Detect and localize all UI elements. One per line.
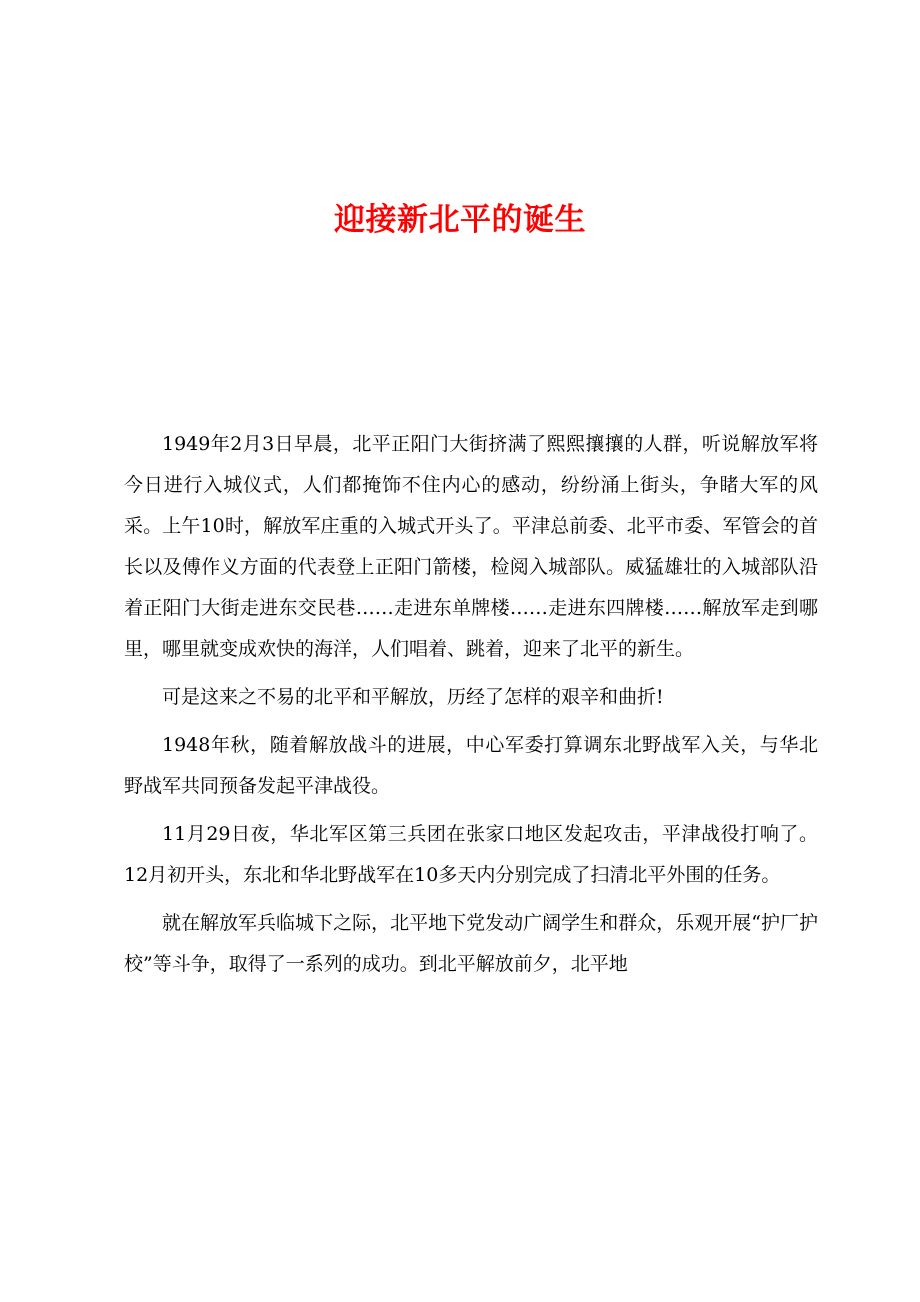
document-body	[124, 424, 818, 992]
document-title: 迎接新北平的诞生	[334, 202, 586, 238]
paragraph-3: 1948年秋，随着解放战斗的进展，中心军委打算调东北野战军入关，与华北野战军共同预备发起平津战役。	[124, 734, 818, 797]
paragraph-5: 就在解放军兵临城下之际，北平地下党发动广阔学生和群众，乐观开展“护厂护校”等斗争，取得了一系列的成功。到北平解放前夕，北平地	[124, 912, 818, 975]
paragraph-1: 1949年2月3日早晨，北平正阳门大街挤满了熙熙攘攘的人群，听说解放军将今日进行入城仪式，人们都掩饰不住内心的感动，纷纷涌上街头，争睹大军的风采。上午10时，解放军庄重的入城式开头了。平津总前委、北平市委、军管会的首长以及傅作义方面的代表登上正阳门箭楼，检阅入城部队。威猛雄壮的入城部队沿着正阳门大街走进东交民巷……走进东单牌楼……走进东四牌楼……解放军走到哪里，哪里就变成欢快的海洋，人们唱着、跳着，迎来了北平的新生。	[124, 433, 818, 660]
paragraph-2: 可是这来之不易的北平和平解放，历经了怎样的艰辛和曲折!	[162, 686, 664, 708]
paragraph-4: 11月29日夜，华北军区第三兵团在张家口地区发起攻击，平津战役打响了。12月初开头，东北和华北野战军在10多天内分别完成了扫清北平外围的任务。	[124, 823, 818, 886]
